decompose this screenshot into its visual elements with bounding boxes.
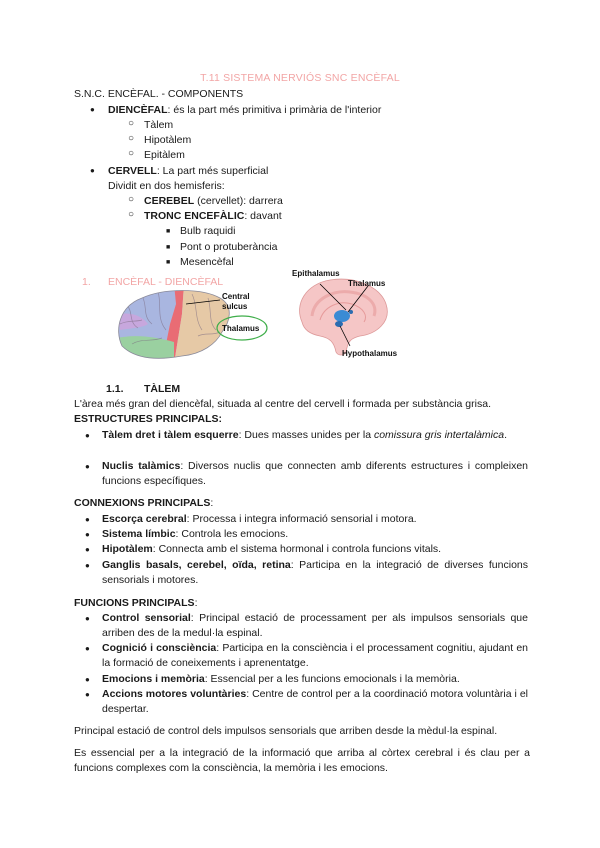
intro-paragraph: L'àrea més gran del diencèfal, situada al centre del cervell i formada per substància grisa. — [74, 398, 491, 410]
cervell-desc: : La part més superficial — [156, 165, 269, 177]
paragraph-2: Es essencial per a la integració de la informació que arriba al còrtex cerebral i és clau per a funcions complexes com la consciència, la memòria i les emocions. — [74, 747, 530, 774]
cervell-cerebel — [144, 194, 283, 208]
label-epithalamus: Epithalamus — [292, 269, 340, 278]
label-sulcus: sulcus — [222, 302, 248, 311]
estructures-heading: ESTRUCTURES PRINCIPALS: — [74, 413, 222, 425]
brain-sagittal-figure — [290, 268, 402, 360]
funcio-item — [102, 611, 528, 641]
funcio-item — [102, 641, 528, 671]
connexions-heading-text: CONNEXIONS PRINCIPALS — [74, 497, 211, 509]
funcions-heading — [74, 596, 197, 610]
connexio-term: Escorça cerebral — [102, 513, 187, 525]
funcio-item — [102, 687, 528, 717]
connexio-text: : Participa en la integració de diverses funcions sensorials i motores. — [102, 559, 528, 586]
section-1-1-number: 1.1. — [106, 383, 124, 395]
funcions-heading-colon: : — [194, 597, 198, 609]
cerebel-desc: (cervellet): darrera — [194, 195, 283, 207]
diencefal-term: DIENCÈFAL — [108, 104, 168, 116]
estructura-text-end: . — [504, 429, 508, 441]
tronc-item: ■ Pont o protuberància — [180, 240, 277, 254]
connexio-term: Hipotàlem — [102, 543, 153, 555]
estructura-item — [102, 428, 528, 443]
funcio-item — [102, 672, 528, 687]
label-hypothalamus: Hypothalamus — [342, 349, 398, 358]
connexio-text: : Processa i integra informació sensorial i motora. — [186, 513, 417, 525]
diencefal-desc: : és la part més primitiva i primària de l'interior — [167, 104, 382, 116]
connexions-heading — [74, 496, 213, 510]
cervell-term: CERVELL — [108, 165, 157, 177]
estructura-item — [102, 459, 528, 489]
funcions-heading-text: FUNCIONS PRINCIPALS — [74, 597, 195, 609]
diencefal-item: ○ Tàlem — [144, 118, 173, 132]
diencefal-item: ○ Epitàlem — [144, 148, 185, 162]
connexio-item — [102, 558, 528, 588]
component-diencefal — [108, 103, 381, 117]
connexio-term: Sistema límbic — [102, 528, 176, 540]
connexio-term: Ganglis basals, cerebel, oïda, retina — [102, 559, 291, 571]
estructura-text: : Diversos nuclis que connecten amb diferents estructures i compleixen funcions específiques. — [102, 460, 528, 487]
connexio-text: : Connecta amb el sistema hormonal i controla funcions vitals. — [152, 543, 442, 555]
funcio-term: Control sensorial — [102, 612, 191, 624]
page-title: T.11 SISTEMA NERVIÓS SNC ENCÈFAL — [200, 72, 400, 84]
label-thalamus-1: Thalamus — [222, 324, 260, 333]
funcio-term: Emocions i memòria — [102, 673, 205, 685]
tronc-term: TRONC ENCEFÀLIC — [144, 210, 245, 222]
funcio-text: : Essencial per a les funcions emocionals i la memòria. — [204, 673, 460, 685]
subtitle: S.N.C. ENCÈFAL. - COMPONENTS — [74, 88, 244, 100]
section-1-title: ENCÈFAL - DIENCÈFAL — [108, 276, 224, 288]
cervell-tronc — [144, 209, 282, 223]
paragraph-1: Principal estació de control dels impulsos sensorials que arriben desde la mèdul·la espinal. — [74, 725, 498, 737]
funcio-term: Accions motores voluntàries — [102, 688, 247, 700]
funcio-text: : Participa en la consciència i el processament cognitiu, ajudant en la formació de coneixements i aprenentatge. — [102, 642, 528, 669]
tronc-item: ■ Bulb raquidi — [180, 224, 235, 238]
connexio-item — [102, 512, 528, 527]
section-1-number: 1. — [82, 276, 91, 288]
estructura-text: : Dues masses unides per la — [238, 429, 374, 441]
connexio-item — [102, 542, 528, 557]
estructura-term: Nuclis talàmics — [102, 460, 181, 472]
cervell-note: Dividit en dos hemisferis: — [108, 180, 225, 192]
section-1-1-title: TÀLEM — [144, 383, 181, 395]
tronc-desc: : davant — [244, 210, 282, 222]
label-central: Central — [222, 292, 250, 301]
estructura-term: Tàlem dret i tàlem esquerre — [102, 429, 239, 441]
funcio-term: Cognició i consciència — [102, 642, 217, 654]
tronc-item: ■ Mesencèfal — [180, 255, 234, 269]
label-thalamus-2: Thalamus — [348, 279, 386, 288]
cerebel-term: CEREBEL — [144, 195, 195, 207]
component-cervell — [108, 164, 268, 178]
funcio-text: : Principal estació de processament per als impulsos sensorials que arriben des de la medul·la espinal. — [102, 612, 528, 639]
brain-lateral-figure — [112, 284, 270, 364]
estructura-italic: comissura gris intertalàmica — [373, 429, 505, 441]
diencefal-item: ○ Hipotàlem — [144, 133, 191, 147]
connexio-item — [102, 527, 528, 542]
connexio-text: : Controla les emocions. — [175, 528, 289, 540]
funcio-text: : Centre de control per a la coordinació motora voluntària i el despertar. — [102, 688, 528, 715]
connexions-heading-colon: : — [210, 497, 214, 509]
